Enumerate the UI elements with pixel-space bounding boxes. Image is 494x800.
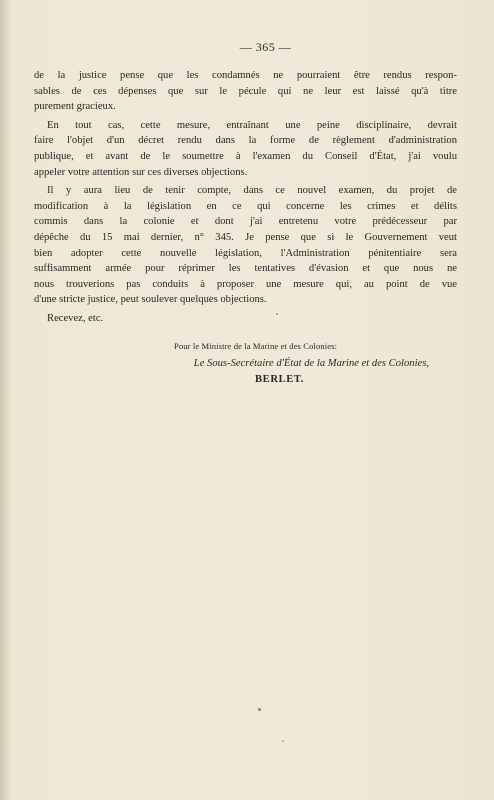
binding-shadow: [0, 0, 10, 800]
paragraph-1: [34, 68, 457, 115]
page-number: — 365 —: [239, 40, 292, 54]
signature-name: BERLET.: [255, 373, 305, 385]
paragraph-3-line-6: suffisamment armée pour réprimer les tentatives d'évasion et que nous ne: [34, 263, 457, 275]
paragraph-3-line-5: bien adopter cette nouvelle législation, l'Administration pénitentiaire sera: [34, 247, 457, 259]
paragraph-3-line-8: d'une stricte justice, peut soulever quelques objections.: [34, 294, 267, 306]
paragraph-2-line-2: faire l'objet d'un décret rendu dans la forme de règlement d'administration: [34, 135, 457, 147]
paragraph-1-line-3: purement gracieux.: [34, 101, 116, 113]
paragraph-3-line-7: nous trouverions pas conduits à proposer une mesure qui, au point de vue: [34, 278, 457, 290]
paragraph-3-line-3: commis dans la colonie et dont j'ai entretenu votre prédécesseur par: [34, 216, 457, 228]
closing-formula: Recevez, etc.: [47, 312, 104, 324]
paragraph-2: [34, 118, 457, 180]
paragraph-1-line-2: sables de ces dépenses que sur le pécule qui ne leur est laissé qu'à titre: [34, 85, 457, 97]
paper-speck: [282, 740, 284, 742]
paragraph-3-line-2: modification à la législation en ce qui concerne les crimes et délits: [34, 200, 457, 212]
paper-speck: [258, 708, 261, 711]
paragraph-2-line-1: En tout cas, cette mesure, entraînant une peine disciplinaire, devrait: [47, 119, 457, 131]
signature-on-behalf-line: Pour le Ministre de la Marine et des Colonies:: [174, 340, 338, 351]
paragraph-3: [34, 183, 457, 308]
paragraph-1-line-1: de la justice pense que les condamnés ne pourraient être rendus respon-: [34, 70, 457, 81]
paragraph-2-line-4: appeler votre attention sur ces diverses objections.: [34, 166, 248, 178]
paragraph-2-line-3: publique, et avant de le soumettre à l'examen du Conseil d'État, j'ai voulu: [34, 150, 457, 162]
paragraph-3-line-1: Il y aura lieu de tenir compte, dans ce nouvel examen, du projet de: [47, 185, 457, 197]
signature-block: [34, 341, 457, 385]
paper-speck: [276, 313, 278, 315]
signature-title-line: Le Sous-Secrétaire d'État de la Marine et des Colonies,: [193, 357, 429, 369]
text-block: [34, 40, 457, 385]
paragraph-3-line-4: dépêche du 15 mai dernier, n° 345. Je pense que si le Gouvernement veut: [34, 231, 457, 243]
